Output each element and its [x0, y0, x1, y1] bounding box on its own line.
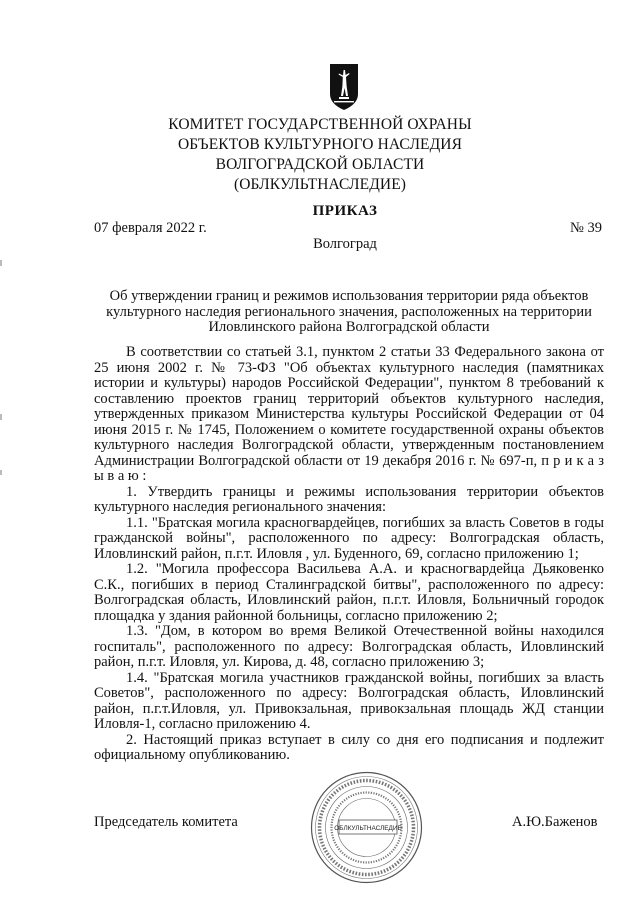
order-date: 07 февраля 2022 г.: [94, 220, 207, 236]
body-paragraph: 2. Настоящий приказ вступает в силу со дня его подписания и подлежит официальному опубликованию.: [94, 731, 604, 763]
order-subject: Об утверждении границ и режимов использования территории ряда объектов культурного наследия регионального значения, расположенных на территории Иловлинского района Волгоградской области: [106, 288, 592, 335]
body-paragraph: 1.3. "Дом, в котором во время Великой Отечественной войны находился госпиталь", расположенного по адресу: Волгоградская область, Иловлинский район, п.г.т. Иловля, ул. Кирова, д. 48, согласно приложению 3;: [94, 623, 604, 670]
order-title: ПРИКАЗ: [312, 203, 378, 219]
org-line: ОБЪЕКТОВ КУЛЬТУРНОГО НАСЛЕДИЯ: [177, 136, 463, 153]
volgograd-emblem-icon: [328, 62, 360, 112]
scan-edge-mark: [0, 260, 2, 266]
signature-name: А.Ю.Баженов: [512, 814, 598, 830]
scan-edge-mark: [0, 470, 2, 475]
org-line: ВОЛГОГРАДСКОЙ ОБЛАСТИ: [215, 156, 425, 173]
stamp-label: ОБЛКУЛЬТНАСЛЕДИЕ: [334, 825, 402, 832]
body-paragraph: 1.1. "Братская могила красногвардейцев, погибших за власть Советов в годы гражданской войны", расположенного по адресу: Волгоградская область, Иловлинский район, п.г.т. Иловля , ул. Буденного, 69, согласно приложению 1;: [94, 514, 604, 562]
org-line: (ОБЛКУЛЬТНАСЛЕДИЕ): [233, 176, 407, 193]
body-paragraph: 1.4. "Братская могила участников гражданской войны, погибших за власть Советов", расположенного по адресу: Волгоградская область, Иловлинский район, п.г.т.Иловля, ул. Привокзальная, привокзальная площадь ЖД станции Иловля-1, согласно приложению 4.: [94, 669, 604, 732]
signature-role: Председатель комитета: [94, 814, 238, 830]
official-stamp-icon: [309, 770, 424, 885]
order-number: № 39: [570, 220, 602, 236]
order-body: [94, 345, 604, 764]
organization-header: [120, 115, 520, 195]
body-paragraph: 1.2. "Могила профессора Васильева А.А. и красногвардейца Дьяковенко С.К., погибших в период Сталинградской битвы", расположенного по адресу: Волгоградская область, Иловлинский район, п.г.т. Иловля, Больничный городок площадка у здания районной больницы, согласно приложению 2;: [94, 561, 604, 624]
org-line: КОМИТЕТ ГОСУДАРСТВЕННОЙ ОХРАНЫ: [168, 116, 472, 133]
body-paragraph: В соответствии со статьей 3.1, пунктом 2 статьи 33 Федерального закона от 25 июня 2002 г. № 73-ФЗ "Об объектах культурного наследия (памятниках истории и культуры) народов Российской Федерации", пунктом 8 требований к составлению проектов границ территорий объектов культурного наследия, утвержденных приказом Министерства культуры Российской Федерации от 04 июня 2015 г. № 1745, Положением о комитете государственной охраны объектов культурного наследия Волгоградской области, утвержденным постановлением Администрации Волгоградской области от 19 декабря 2016 г. № 697-п, п р и к а з ы в а ю :: [94, 344, 604, 484]
body-paragraph: 1. Утвердить границы и режимы использования территории объектов культурного наследия регионального значения:: [94, 483, 604, 515]
scan-edge-mark: [0, 414, 2, 420]
order-city: Волгоград: [313, 236, 377, 252]
